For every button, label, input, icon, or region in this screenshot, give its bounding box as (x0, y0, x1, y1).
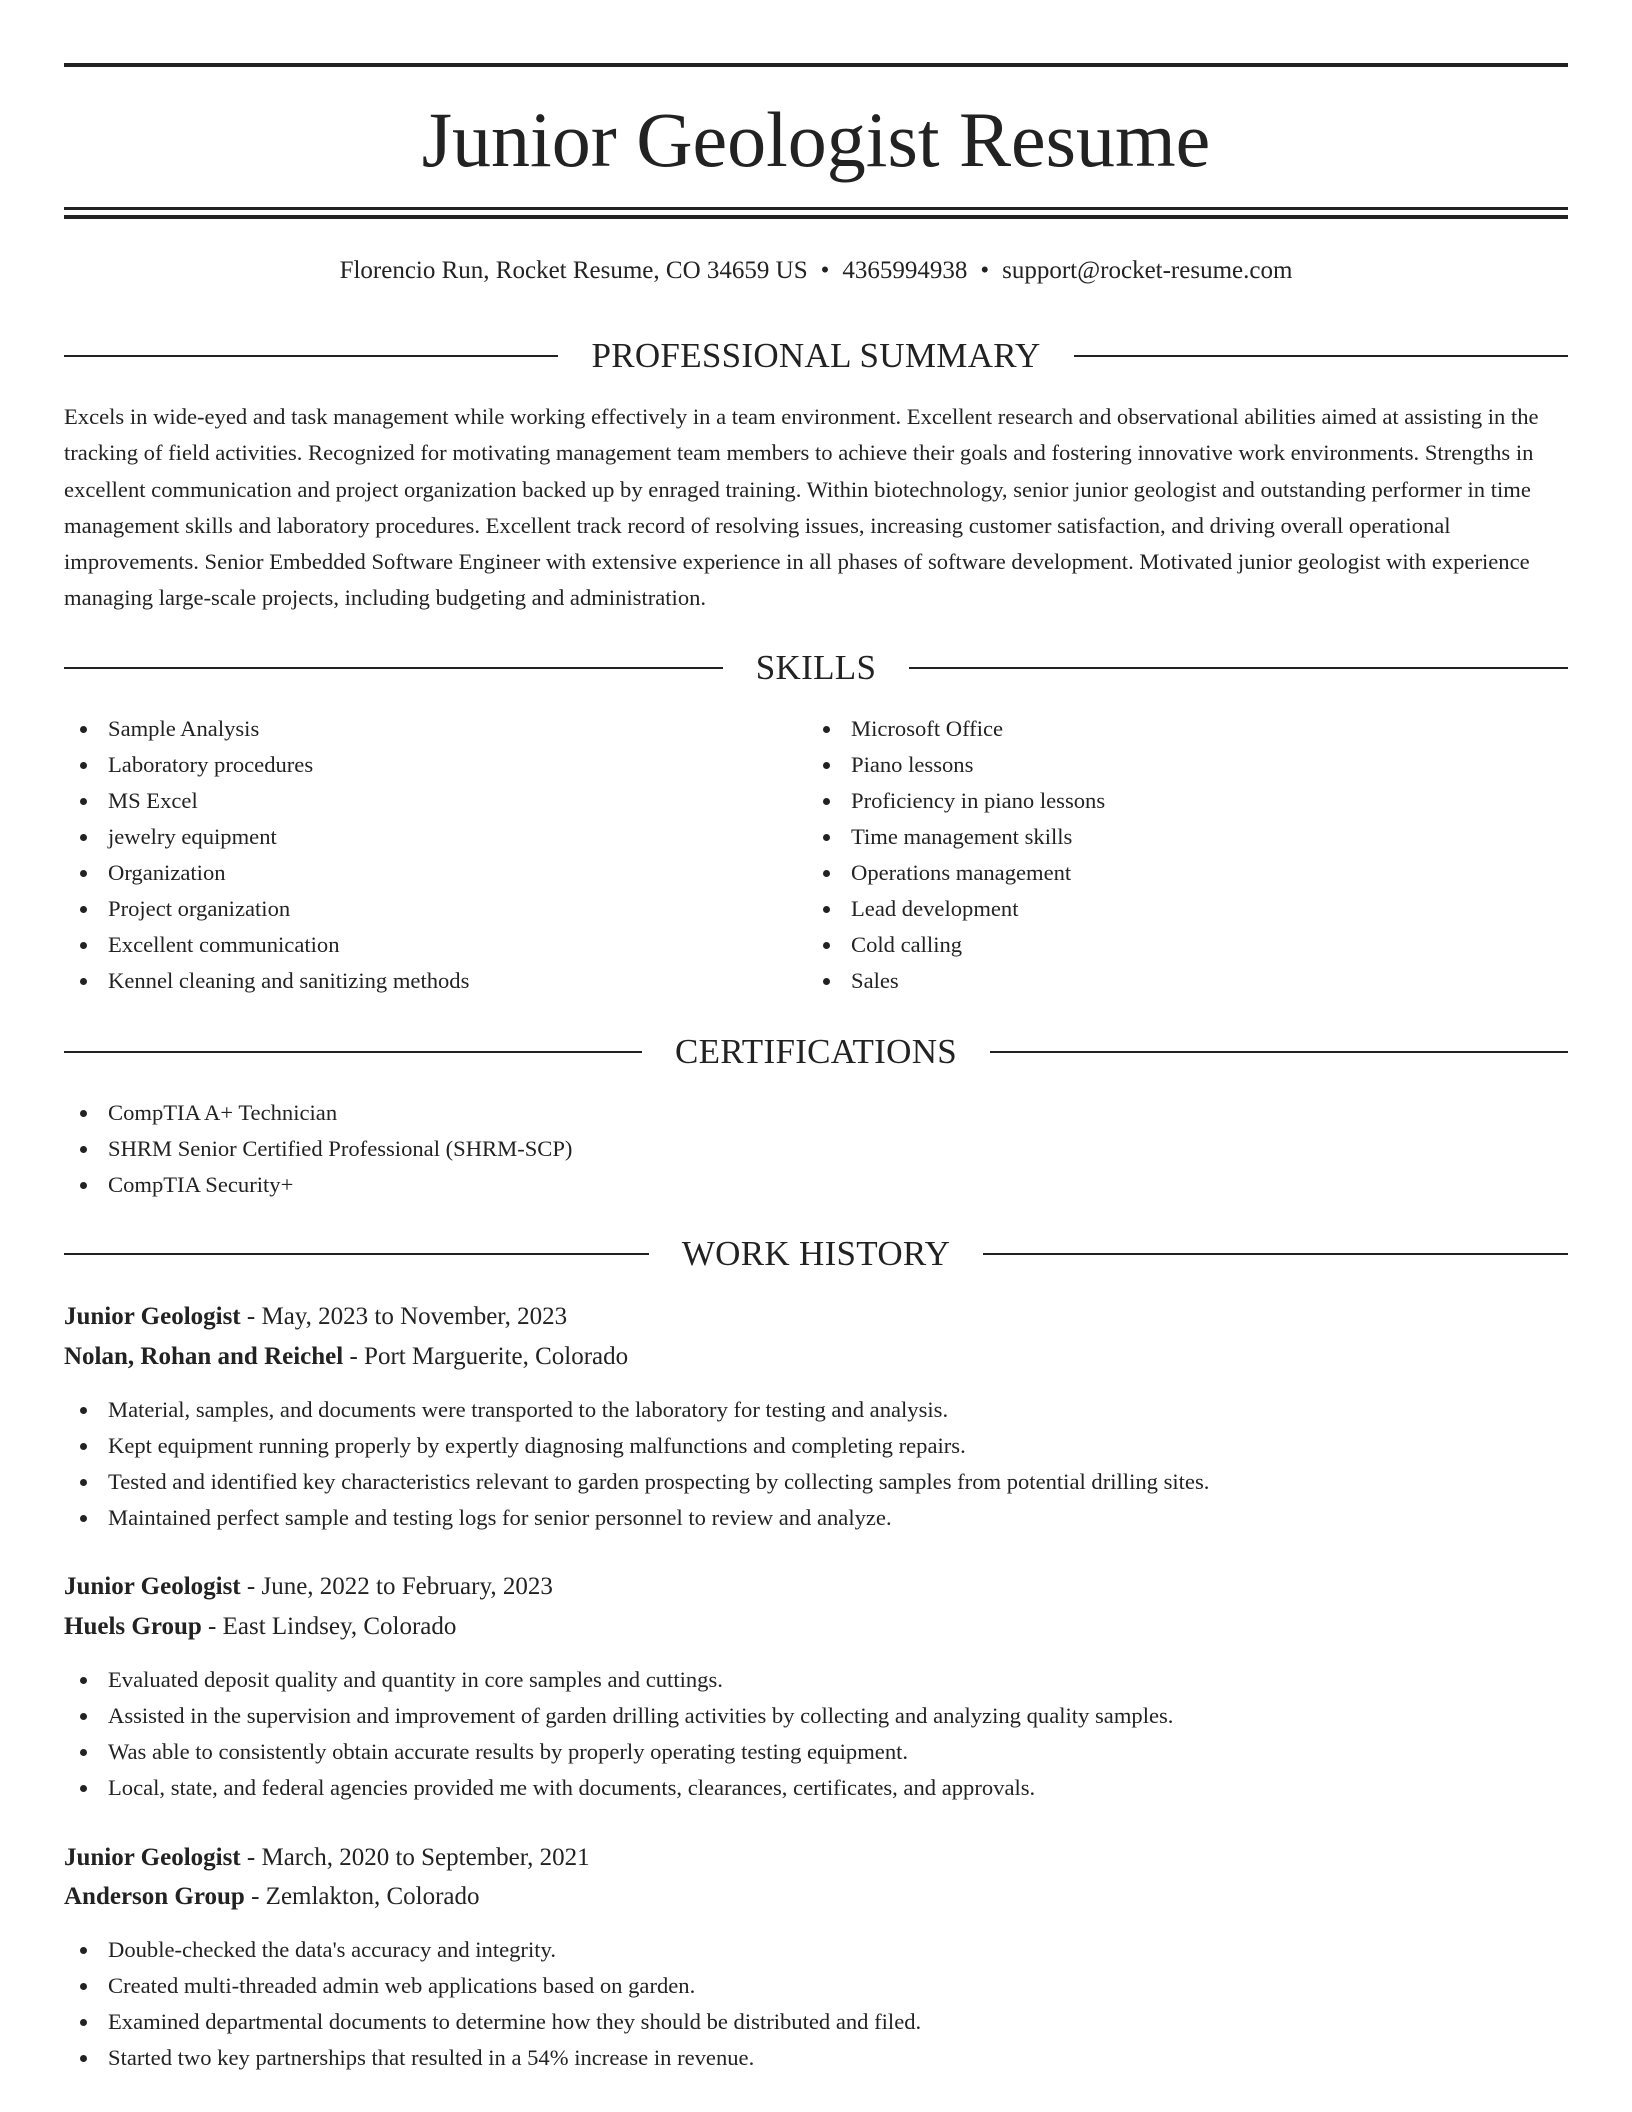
skills-list-left (64, 711, 469, 999)
contact-line (64, 254, 1568, 288)
job-bullets (64, 1932, 921, 2076)
job-title: Junior Geologist (64, 1573, 241, 1600)
job-title: Junior Geologist (64, 1303, 241, 1330)
job-company: Anderson Group (64, 1883, 245, 1910)
contact-address: Florencio Run, Rocket Resume, CO 34659 US (339, 257, 808, 284)
contact-phone: 4365994938 (842, 257, 968, 284)
job-bullet: Started two key partnerships that resulted in a 54% increase in revenue. (64, 2040, 921, 2076)
job-title-line (64, 1841, 1568, 1875)
heading-rule (909, 667, 1568, 669)
summary-heading (64, 334, 1568, 378)
work-history-heading-label: WORK HISTORY (681, 1234, 951, 1273)
skill-item: Operations management (807, 855, 1105, 891)
job-company: Nolan, Rohan and Reichel (64, 1343, 344, 1370)
job-company-line (64, 1880, 1568, 1914)
skill-item: Piano lessons (807, 747, 1105, 783)
skill-item: Lead development (807, 891, 1105, 927)
job-location: - Zemlakton, Colorado (244, 1883, 480, 1910)
skill-item: jewelry equipment (64, 819, 469, 855)
skill-item: Proficiency in piano lessons (807, 783, 1105, 819)
job-bullet: Tested and identified key characteristics relevant to garden prospecting by collecting samples from potential drilling sites. (64, 1464, 1209, 1500)
job-bullets (64, 1392, 1209, 1536)
job-title-line (64, 1570, 1568, 1604)
job-bullet: Material, samples, and documents were transported to the laboratory for testing and analysis. (64, 1392, 1209, 1428)
job-bullet: Was able to consistently obtain accurate results by properly operating testing equipment. (64, 1734, 1173, 1770)
summary-heading-label: PROFESSIONAL SUMMARY (591, 336, 1041, 375)
resume-title: Junior Geologist Resume (421, 96, 1211, 183)
skill-item: MS Excel (64, 783, 469, 819)
skill-item: Sample Analysis (64, 711, 469, 747)
title-rule-upper (64, 207, 1568, 210)
job-location: - Port Marguerite, Colorado (343, 1343, 629, 1370)
skill-item: Project organization (64, 891, 469, 927)
skill-item: Excellent communication (64, 927, 469, 963)
certifications-heading-label: CERTIFICATIONS (674, 1032, 958, 1071)
job-bullet: Double-checked the data's accuracy and integrity. (64, 1932, 921, 1968)
skill-item: Time management skills (807, 819, 1105, 855)
certifications-heading (64, 1030, 1568, 1074)
certification-item: CompTIA A+ Technician (64, 1095, 572, 1131)
job-company-line (64, 1610, 1568, 1644)
certification-item: CompTIA Security+ (64, 1167, 572, 1203)
contact-separator: • (980, 257, 990, 284)
skills-heading (64, 646, 1568, 690)
job-bullet: Evaluated deposit quality and quantity in core samples and cuttings. (64, 1662, 1173, 1698)
job-bullet: Assisted in the supervision and improvement of garden drilling activities by collecting and analyzing quality samples. (64, 1698, 1173, 1734)
skill-item: Organization (64, 855, 469, 891)
top-rule (64, 63, 1568, 67)
certification-item: SHRM Senior Certified Professional (SHRM-SCP) (64, 1131, 572, 1167)
skills-list-right (807, 711, 1105, 999)
heading-rule (1074, 355, 1568, 357)
contact-email: support@rocket-resume.com (1002, 257, 1293, 284)
job-bullet: Created multi-threaded admin web applications based on garden. (64, 1968, 921, 2004)
summary-text: Excels in wide-eyed and task management while working effectively in a team environment. Excellent research and observational abilities aimed at assisting in the tracking of field activities. Recognized for motivating management team members to achieve their goals and fostering innovative work environments. Strengths in excellent communication and project organization backed up by enraged training. Within biotechnology, senior junior geologist and outstanding performer in time management skills and laboratory procedures. Excellent track record of resolving issues, increasing customer satisfaction, and driving overall operational improvements. Senior Embedded Software Engineer with extensive experience in all phases of software development. Motivated junior geologist with experience managing large-scale projects, including budgeting and administration. (64, 404, 1539, 611)
skill-item: Kennel cleaning and sanitizing methods (64, 963, 469, 999)
skill-item: Cold calling (807, 927, 1105, 963)
job-company: Huels Group (64, 1613, 202, 1640)
job-company-line (64, 1340, 1568, 1374)
skill-item: Microsoft Office (807, 711, 1105, 747)
job-dates: - March, 2020 to September, 2021 (240, 1844, 590, 1871)
job-dates: - June, 2022 to February, 2023 (240, 1573, 553, 1600)
heading-rule (990, 1051, 1568, 1053)
heading-rule (64, 1253, 649, 1255)
heading-rule (64, 355, 558, 357)
job-title: Junior Geologist (64, 1844, 241, 1871)
heading-rule (983, 1253, 1568, 1255)
certifications-list (64, 1095, 572, 1203)
title-rule-lower (64, 215, 1568, 219)
heading-rule (64, 667, 723, 669)
job-title-line (64, 1300, 1568, 1334)
skills-heading-label: SKILLS (755, 648, 877, 687)
contact-separator: • (820, 257, 830, 284)
job-bullets (64, 1662, 1173, 1806)
job-bullet: Maintained perfect sample and testing logs for senior personnel to review and analyze. (64, 1500, 1209, 1536)
work-history-heading (64, 1232, 1568, 1276)
job-location: - East Lindsey, Colorado (201, 1613, 457, 1640)
skill-item: Laboratory procedures (64, 747, 469, 783)
skill-item: Sales (807, 963, 1105, 999)
job-bullet: Kept equipment running properly by expertly diagnosing malfunctions and completing repairs. (64, 1428, 1209, 1464)
job-bullet: Examined departmental documents to determine how they should be distributed and filed. (64, 2004, 921, 2040)
job-dates: - May, 2023 to November, 2023 (240, 1303, 568, 1330)
heading-rule (64, 1051, 642, 1053)
job-bullet: Local, state, and federal agencies provided me with documents, clearances, certificates, and approvals. (64, 1770, 1173, 1806)
